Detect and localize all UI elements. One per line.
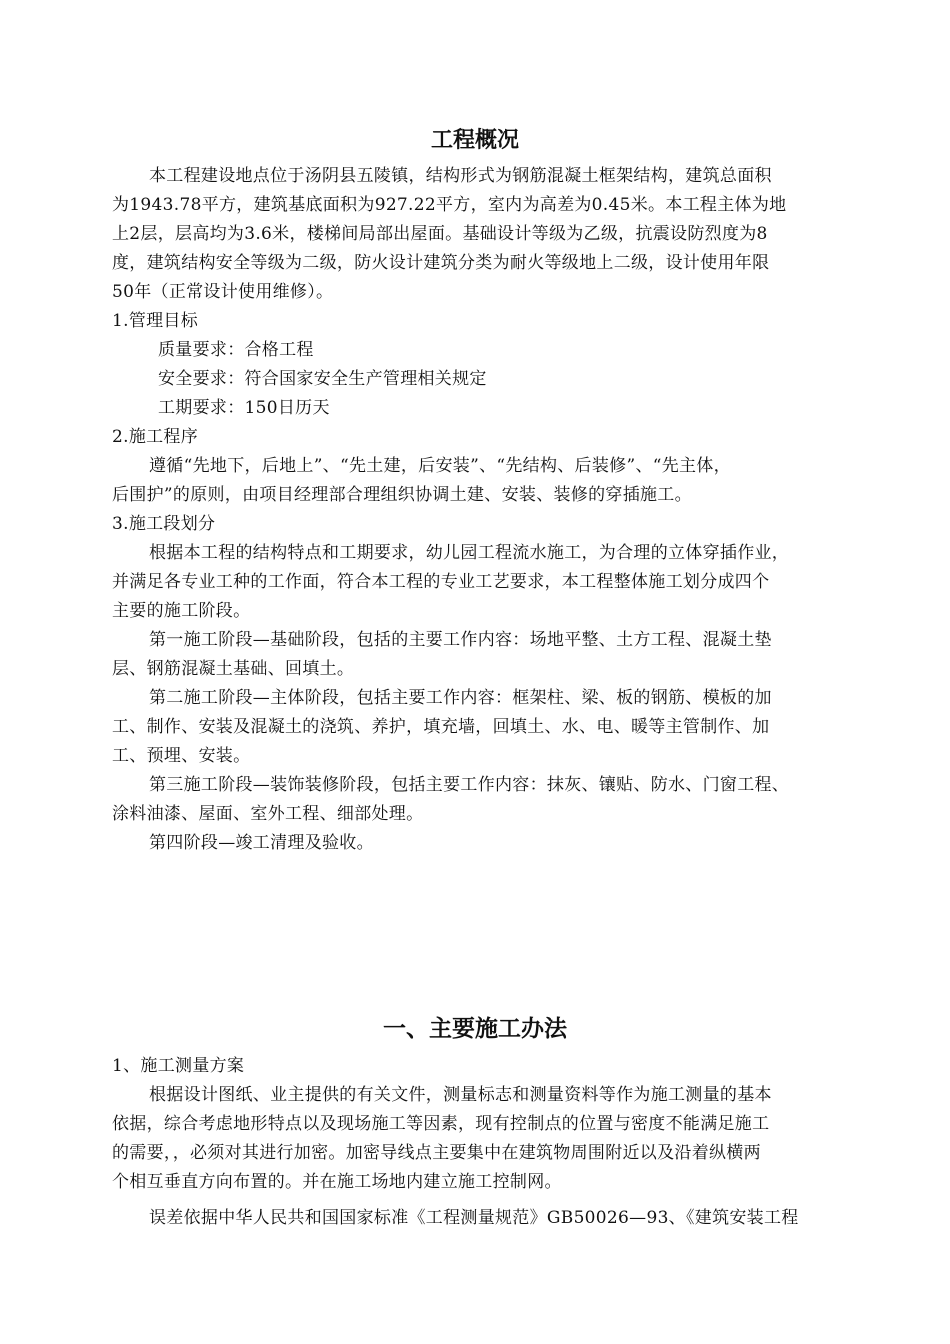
section-title-overview: 工程概况 bbox=[430, 128, 519, 153]
body-text-line: 本工程建设地点位于汤阴县五陵镇，结构形式为钢筋混凝土框架结构，建筑总面积 bbox=[149, 166, 772, 186]
section-title-methods: 一、主要施工办法 bbox=[383, 1016, 567, 1042]
stage-4-text: 第四阶段—竣工清理及验收。 bbox=[149, 833, 374, 853]
stage-3-text: 第三施工阶段—装饰装修阶段，包括主要工作内容：抹灰、镶贴、防水、门窗工程、 bbox=[149, 775, 790, 795]
body-text-line: 度，建筑结构安全等级为二级，防火设计建筑分类为耐火等级地上二级，设计使用年限 bbox=[112, 253, 770, 273]
body-text-line: 上2层，层高均为3.6米，楼梯间局部出屋面。基础设计等级为乙级，抗震设防烈度为8 bbox=[112, 224, 768, 244]
stage-1-text: 第一施工阶段—基础阶段，包括的主要工作内容：场地平整、土方工程、混凝土垫 bbox=[149, 630, 772, 650]
goal-schedule: 工期要求：150日历天 bbox=[158, 398, 330, 418]
body-text-line: 误差依据中华人民共和国国家标准《工程测量规范》GB50026—93、《建筑安装工程 bbox=[149, 1208, 799, 1228]
body-text-line: 为1943.78平方，建筑基底面积为927.22平方，室内为高差为0.45米。本工程主体为地 bbox=[112, 195, 787, 215]
subsection-heading: 1.管理目标 bbox=[112, 311, 199, 331]
stage-2-text: 工、预埋、安装。 bbox=[112, 746, 251, 766]
goal-safety: 安全要求：符合国家安全生产管理相关规定 bbox=[158, 369, 487, 389]
body-text-line: 并满足各专业工种的工作面，符合本工程的专业工艺要求，本工程整体施工划分成四个 bbox=[112, 572, 770, 592]
body-text-line: 根据本工程的结构特点和工期要求，幼儿园工程流水施工，为合理的立体穿插作业， bbox=[149, 543, 790, 563]
goal-quality: 质量要求：合格工程 bbox=[158, 340, 314, 360]
body-text-line: 根据设计图纸、业主提供的有关文件，测量标志和测量资料等作为施工测量的基本 bbox=[149, 1085, 772, 1105]
subsection-heading: 3.施工段划分 bbox=[112, 514, 216, 534]
body-text-line: 50年（正常设计使用维修）。 bbox=[112, 282, 334, 302]
body-text-line: 后围护”的原则，由项目经理部合理组织协调土建、安装、装修的穿插施工。 bbox=[112, 485, 692, 505]
body-text-line: 个相互垂直方向布置的。并在施工场地内建立施工控制网。 bbox=[112, 1172, 562, 1192]
stage-3-text: 涂料油漆、屋面、室外工程、细部处理。 bbox=[112, 804, 424, 824]
body-text-line: 依据，综合考虑地形特点以及现场施工等因素，现有控制点的位置与密度不能满足施工 bbox=[112, 1114, 770, 1134]
stage-1-text: 层、钢筋混凝土基础、回填土。 bbox=[112, 659, 355, 679]
body-text-line: 主要的施工阶段。 bbox=[112, 601, 251, 621]
stage-2-text: 第二施工阶段—主体阶段，包括主要工作内容：框架柱、梁、板的钢筋、模板的加 bbox=[149, 688, 772, 708]
stage-2-text: 工、制作、安装及混凝土的浇筑、养护，填充墙，回填土、水、电、暖等主管制作、加 bbox=[112, 717, 770, 737]
body-text-line: 的需要，，必须对其进行加密。加密导线点主要集中在建筑物周围附近以及沿着纵横两 bbox=[112, 1143, 761, 1163]
subsection-heading: 2.施工程序 bbox=[112, 427, 199, 447]
body-text-line: 遵循“先地下，后地上”、“先土建，后安装”、“先结构、后装修”、“先主体， bbox=[149, 456, 731, 476]
subsection-heading: 1、施工测量方案 bbox=[112, 1056, 245, 1076]
